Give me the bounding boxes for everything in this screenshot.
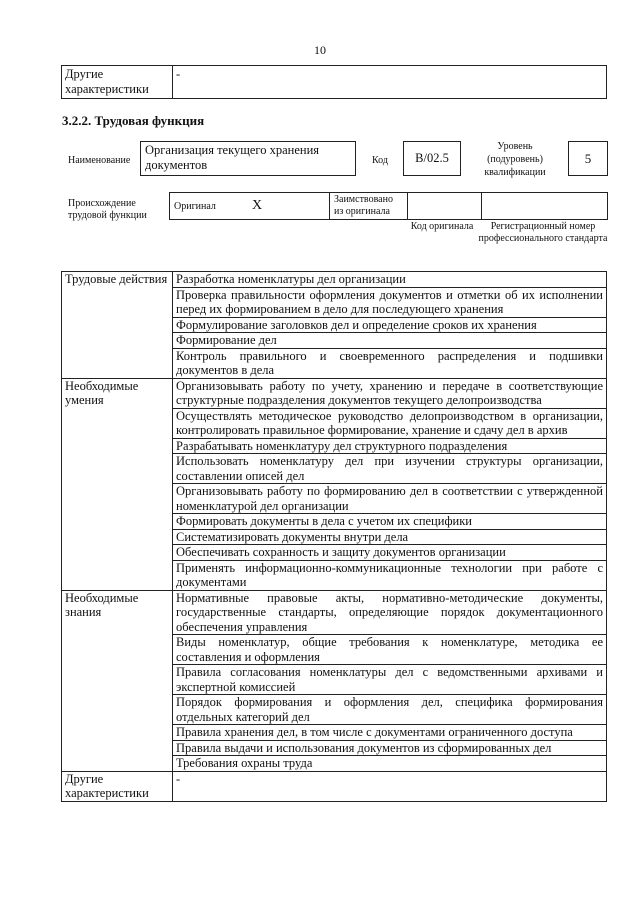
required-skill-item: Разрабатывать номенклатуру дел структурного подразделения [173, 438, 607, 454]
required-knowledge-group-label: Необходимые знания [62, 590, 173, 771]
table-row [62, 590, 607, 635]
borrowed-label: Заимствовано из оригинала [330, 193, 408, 220]
section-title: 3.2.2. Трудовая функция [62, 113, 205, 128]
origin-label-text: Происхождение трудовой функции [68, 198, 147, 221]
required-knowledge-item: Правила согласования номенклатуры дел с ведомственными архивами и экспертной комиссией [173, 665, 607, 695]
name-label: Наименование [68, 155, 131, 166]
required-skill-item: Использовать номенклатуру дел при изучении структуры организации, составлении описей дел [173, 454, 607, 484]
original-code-cell [408, 193, 482, 220]
labor-action-item: Проверка правильности оформления документов и отметки об их исполнении перед их формированием в дело для последующего хранения [173, 287, 607, 317]
required-skill-item: Формировать документы в дела с учетом их специфики [173, 514, 607, 530]
original-label: Оригинал [170, 193, 249, 220]
function-name-box: Организация текущего хранения документов [140, 141, 356, 176]
required-skill-item: Организовывать работу по учету, хранению и передаче в соответствующие структурные подразделения документов текущего делопроизводства [173, 378, 607, 408]
origin-table [169, 192, 608, 220]
required-knowledge-item: Порядок формирования и оформления дел, специфика формирования отдельных категорий дел [173, 695, 607, 725]
labor-action-item: Формирование дел [173, 333, 607, 349]
labor-action-group-label: Трудовые действия [62, 272, 173, 379]
original-mark: X [248, 193, 330, 220]
function-code-box: B/02.5 [403, 141, 461, 176]
registration-number-cell [482, 193, 608, 220]
required-knowledge-item: Правила хранения дел, в том числе с документами ограниченного доступа [173, 725, 607, 741]
registration-number-caption: Регистрационный номер профессионального стандарта [478, 221, 608, 244]
page-number: 10 [314, 43, 326, 57]
required-skill-item: Осуществлять методическое руководство делопроизводством в организации, контролировать правильное формирование, хранение и сдачу дел в архив [173, 408, 607, 438]
qualification-level-label: Уровень (подуровень) квалификации [484, 141, 546, 178]
labor-action-item: Контроль правильного и своевременного распределения и подшивки документов в дела [173, 348, 607, 378]
table-row [62, 272, 607, 288]
original-code-caption: Код оригинала [410, 221, 474, 232]
origin-label [68, 198, 158, 222]
table-row [62, 771, 607, 801]
table-row [62, 378, 607, 408]
labor-action-item: Формулирование заголовков дел и определение сроков их хранения [173, 317, 607, 333]
required-knowledge-item: Виды номенклатур, общие требования к номенклатуре, методика ее составления и оформления [173, 635, 607, 665]
required-knowledge-item: Требования охраны труда [173, 756, 607, 772]
other-characteristics-label: Другие характеристики [62, 771, 173, 801]
required-skill-item: Организовывать работу по формированию дел в соответствии с утвержденной номенклатурой дел организации [173, 484, 607, 514]
required-skill-item: Систематизировать документы внутри дела [173, 529, 607, 545]
required-skill-item: Обеспечивать сохранность и защиту документов организации [173, 545, 607, 561]
other-characteristics-value: - [173, 771, 607, 801]
required-knowledge-item: Правила выдачи и использования документов из сформированных дел [173, 740, 607, 756]
labor-function-table [61, 271, 607, 802]
code-label: Код [372, 155, 388, 166]
required-knowledge-item: Нормативные правовые акты, нормативно-методические документы, государственные стандарты, определяющие порядок документационного обеспечения управления [173, 590, 607, 635]
qualification-level-box: 5 [568, 141, 608, 176]
top-other-label: Другие характеристики [62, 66, 173, 99]
top-other-characteristics-table [61, 65, 607, 99]
required-skill-group-label: Необходимые умения [62, 378, 173, 590]
top-other-value: - [173, 66, 607, 99]
required-skill-item: Применять информационно-коммуникационные технологии при работе с документами [173, 560, 607, 590]
labor-action-item: Разработка номенклатуры дел организации [173, 272, 607, 288]
